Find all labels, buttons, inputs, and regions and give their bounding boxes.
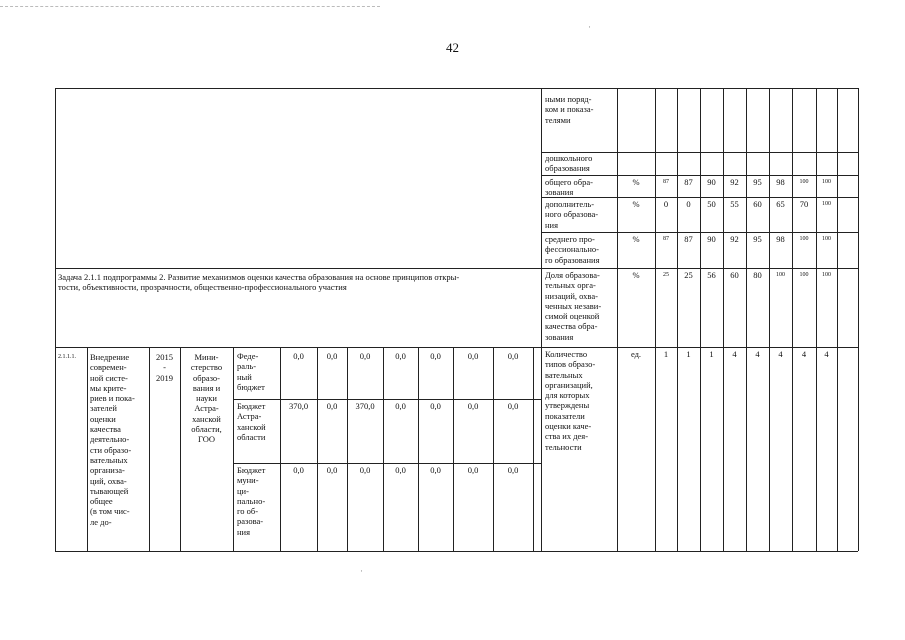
measure-name: Внедрение современ- ной систе- мы крите- риев и пока- зателей оценки качества деятельно- сти образо- вательных организа- ций, охва- тывающей общее (в том чис- ле до- (90, 352, 135, 527)
funding-amount: 0,0 (430, 401, 441, 411)
unit-column-line (617, 88, 618, 551)
indicator-preschool: дошкольного образования (545, 153, 593, 174)
value-measure-5: 4 (778, 349, 783, 359)
measure-column-line (383, 347, 384, 551)
value-additional-3: 55 (730, 199, 739, 209)
unit-secondary: % (632, 234, 640, 244)
value-general-4: 95 (753, 177, 762, 187)
funding-amount: 0,0 (293, 351, 304, 361)
value-general-1: 87 (684, 177, 693, 187)
funding-amount: 0,0 (507, 351, 519, 361)
value-additional-6: 70 (799, 199, 809, 209)
value-column-line (655, 88, 656, 551)
value-measure-4: 4 (755, 349, 760, 359)
measure-row-top (55, 347, 858, 348)
value-column-line (837, 88, 838, 551)
value-secondary-2: 90 (707, 234, 716, 244)
unit-additional: % (632, 199, 640, 209)
funding-amount: 0,0 (359, 465, 371, 475)
value-column-line (723, 88, 724, 551)
funding-source-name: Бюджет Астра- ханской области (237, 401, 266, 442)
unit-task: % (632, 270, 640, 280)
funding-amount: 0,0 (395, 401, 406, 411)
indicator-measure: Количество типов образо- вательных организаций, для которых утверждены показатели оценки каче- ства их дея- тельности (545, 349, 596, 452)
value-additional-5: 65 (776, 199, 785, 209)
funding-amount: 370,0 (288, 401, 309, 411)
indicator-task: Доля образова- тельных орга- низаций, охва- ченных незави- симой оценкой качества обра- зования (545, 270, 602, 342)
value-secondary-5: 98 (776, 234, 785, 244)
value-column-line (677, 88, 678, 551)
measure-column-line (347, 347, 348, 551)
value-additional-4: 60 (753, 199, 762, 209)
funding-amount: 0,0 (359, 351, 371, 361)
value-column-line (746, 88, 747, 551)
value-general-2: 90 (707, 177, 716, 187)
value-measure-7: 4 (824, 349, 829, 359)
value-task-2: 56 (707, 270, 716, 280)
value-secondary-0: 87 (663, 236, 669, 242)
value-general-6: 100 (799, 179, 809, 185)
funding-amount: 0,0 (430, 465, 441, 475)
value-measure-6: 4 (801, 349, 807, 359)
value-column-line (769, 88, 770, 551)
funding-amount: 0,0 (395, 465, 406, 475)
measure-executor: Мини- стерство образо- вания и науки Астра- ханской области, ГОО (190, 352, 223, 445)
value-additional-7: 100 (822, 201, 831, 207)
funding-amount: 0,0 (293, 465, 304, 475)
measure-column-line (280, 347, 281, 551)
measure-column-line (453, 347, 454, 551)
value-task-6: 100 (799, 272, 809, 278)
measure-column-line (87, 347, 88, 551)
value-task-7: 100 (822, 272, 831, 278)
task-row-top (55, 268, 858, 269)
value-general-0: 87 (663, 179, 669, 185)
value-task-5: 100 (776, 272, 785, 278)
value-measure-3: 4 (732, 349, 737, 359)
measure-column-line (418, 347, 419, 551)
funding-amount: 0,0 (326, 401, 338, 411)
funding-amount: 0,0 (467, 351, 479, 361)
value-task-1: 25 (684, 270, 693, 280)
value-secondary-1: 87 (684, 234, 693, 244)
value-general-3: 92 (730, 177, 739, 187)
value-column-line (816, 88, 817, 551)
value-additional-0: 0 (663, 199, 669, 209)
measure-column-line (533, 347, 534, 551)
table-border-top (55, 88, 858, 89)
value-secondary-3: 92 (730, 234, 739, 244)
task-title: Задача 2.1.1 подпрограммы 2. Развитие механизмов оценки качества образования на основе принципов откры- тости, объективности, прозрачности, общественно-профессионального участия (58, 272, 460, 293)
funding-amount: 370,0 (355, 401, 375, 411)
measure-period: 2015 - 2019 (156, 352, 173, 383)
value-measure-2: 1 (709, 349, 714, 359)
measure-column-line (233, 347, 234, 551)
indicator-column-line (541, 88, 542, 551)
funding-source-name: Бюджет муни- ци- пально- го об- разова- ния (237, 465, 266, 537)
funding-row-line (233, 399, 541, 400)
value-column-line (792, 88, 793, 551)
value-task-3: 60 (730, 270, 739, 280)
value-secondary-4: 95 (753, 234, 762, 244)
value-measure-1: 1 (686, 349, 691, 359)
value-secondary-6: 100 (799, 236, 809, 242)
funding-amount: 0,0 (326, 465, 338, 475)
funding-amount: 0,0 (467, 465, 479, 475)
table-border-bottom (55, 551, 858, 552)
continued-indicator-text: ными поряд- ком и показа- телями (545, 94, 594, 125)
value-general-7: 100 (822, 179, 831, 185)
indicator-secondary: среднего про- фессионально- го образования (545, 234, 600, 265)
row-line (541, 175, 858, 176)
table-border-right (858, 88, 859, 551)
funding-amount: 0,0 (326, 351, 338, 361)
unit-measure: ед. (630, 349, 642, 359)
measure-number: 2.1.1.1. (58, 354, 76, 360)
funding-row-line (233, 463, 541, 464)
funding-amount: 0,0 (507, 465, 519, 475)
funding-amount: 0,0 (395, 351, 406, 361)
value-additional-1: 0 (686, 199, 691, 209)
value-general-5: 98 (776, 177, 785, 187)
value-task-0: 25 (663, 272, 669, 278)
indicator-additional: дополнитель- ного образова- ния (545, 199, 599, 230)
scan-speck: · (360, 566, 363, 576)
value-task-4: 80 (753, 270, 762, 280)
funding-amount: 0,0 (467, 401, 479, 411)
value-measure-0: 1 (663, 349, 669, 359)
funding-amount: 0,0 (430, 351, 441, 361)
funding-source-name: Феде- раль- ный бюджет (237, 351, 265, 392)
value-column-line (700, 88, 701, 551)
indicator-general: общего обра- зования (545, 177, 593, 198)
unit-general: % (632, 177, 640, 187)
value-additional-2: 50 (707, 199, 716, 209)
measure-column-line (317, 347, 318, 551)
value-secondary-7: 100 (822, 236, 831, 242)
table-border-left (55, 88, 56, 551)
top-scan-artifact (0, 6, 380, 7)
funding-amount: 0,0 (507, 401, 519, 411)
measure-column-line (493, 347, 494, 551)
page-number: 42 (446, 40, 459, 55)
scan-speck: · (588, 22, 591, 32)
